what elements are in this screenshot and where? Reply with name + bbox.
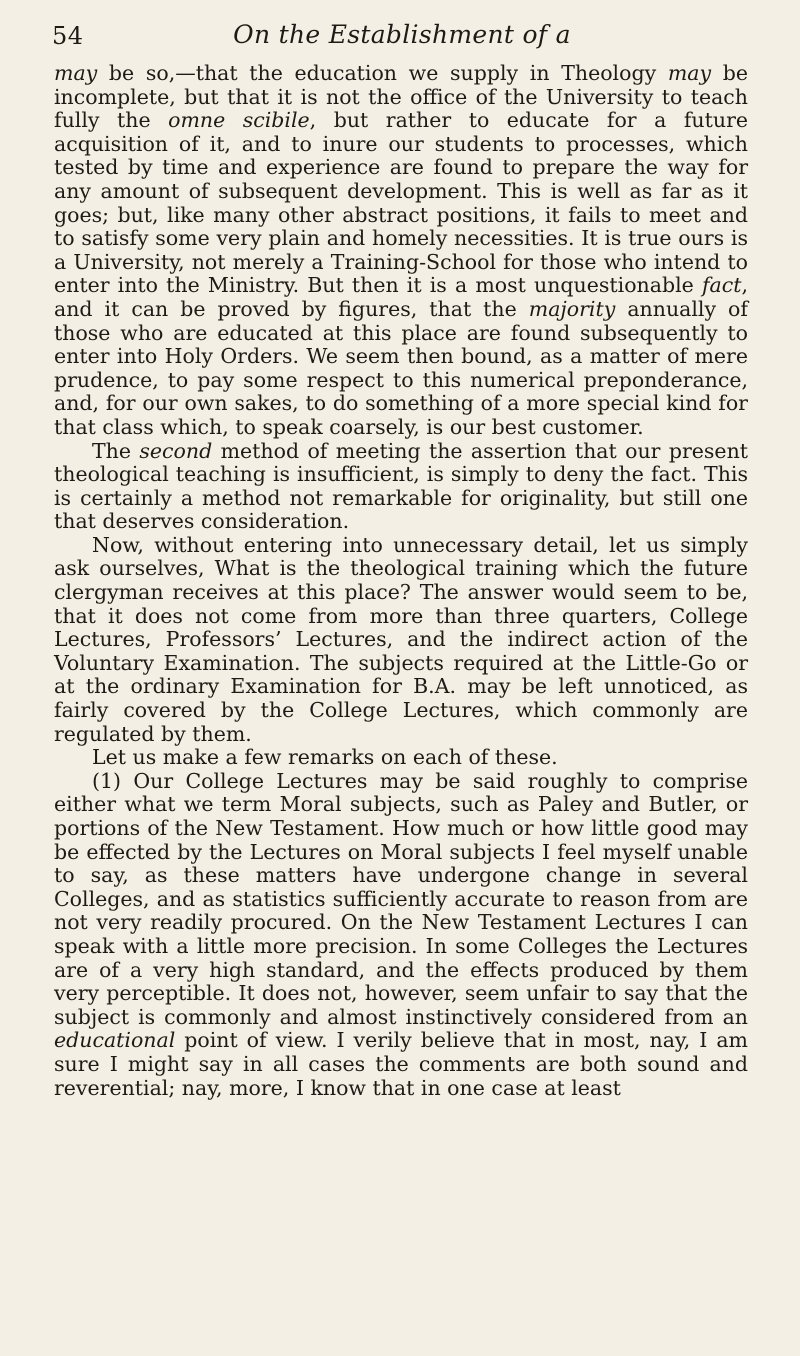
italic-text: may xyxy=(667,61,712,85)
page-header xyxy=(52,14,752,54)
text-run: be so,—that the education we supply in Theology xyxy=(97,61,668,85)
text-run: The xyxy=(92,438,140,463)
text-run: Let us make a few remarks on each of these. xyxy=(92,745,558,770)
text-run: method of meeting the assertion that our present theological teaching is insufficient, is simply to deny the fact. This is certainly a method not remarkable for originality, but still one that deserves consideration. xyxy=(54,438,749,534)
running-title: On the Establishment of a xyxy=(233,20,571,49)
italic-text: fact xyxy=(701,273,742,298)
italic-text: second xyxy=(139,438,213,463)
text-run: , but rather to educate for a future acquisition of it, and to inure our students to processes, which tested by time and experience are found to prepare the way for any amount of subsequent development. This is well as far as it goes; but, like many other abstract positions, it fails to meet and to satisfy some very plain and homely necessities. It is true ours is a University, not merely a Training-School for those who intend to enter into the Ministry. But then it is a most unquestionable xyxy=(54,108,749,298)
italic-text: educational xyxy=(54,1028,176,1053)
paragraph xyxy=(54,746,748,770)
paragraph xyxy=(54,770,748,1100)
italic-text: may xyxy=(54,61,98,85)
text-run: be incomplete, but that it is not the office of the University to teach fully the xyxy=(54,61,748,133)
paragraph xyxy=(54,62,748,440)
paragraph xyxy=(54,440,748,534)
italic-text: majority xyxy=(528,296,616,321)
italic-text: omne scibile xyxy=(168,108,310,133)
text-run: , and it can be proved by figures, that the xyxy=(54,273,748,321)
body-text xyxy=(54,62,748,1100)
text-run: point of view. I verily believe that in most, nay, I am sure I might say in all cases the comments are both sound and reverential; nay, more, I know that in one case at least xyxy=(54,1028,748,1100)
page-number: 54 xyxy=(52,22,84,50)
text-run: (1) Our College Lectures may be said roughly to comprise either what we term Moral subjects, such as Paley and Butler, or portions of the New Testament. How much or how little good may be effected by the Lectures on Moral subjects I feel myself unable to say, as these matters have undergone change in several Colleges, and as statistics sufficiently accurate to reason from are not very readily procured. On the New Testament Lectures I can speak with a little more precision. In some Colleges the Lectures are of a very high standard, and the effects produced by them very perceptible. It does not, however, seem unfair to say that the subject is commonly and almost instinctively considered from an xyxy=(54,768,748,1029)
text-run: annually of those who are educated at this place are found subsequently to enter into Holy Orders. We seem then bound, as a matter of mere prudence, to pay some respect to this numerical preponderance, and, for our own sakes, to do something of a more special kind for that class which, to speak coarsely, is our best customer. xyxy=(54,296,748,439)
paragraph xyxy=(54,534,748,746)
text-run: Now, without entering into unnecessary detail, let us simply ask ourselves, What is the theological training which the future clergyman receives at this place? The answer would seem to be, that it does not come from more than three quarters, College Lectures, Professors’ Lectures, and the indirect action of the Voluntary Examination. The subjects required at the Little-Go or at the ordinary Examination for B.A. may be left unnoticed, as fairly covered by the College Lectures, which commonly are regulated by them. xyxy=(54,532,748,746)
